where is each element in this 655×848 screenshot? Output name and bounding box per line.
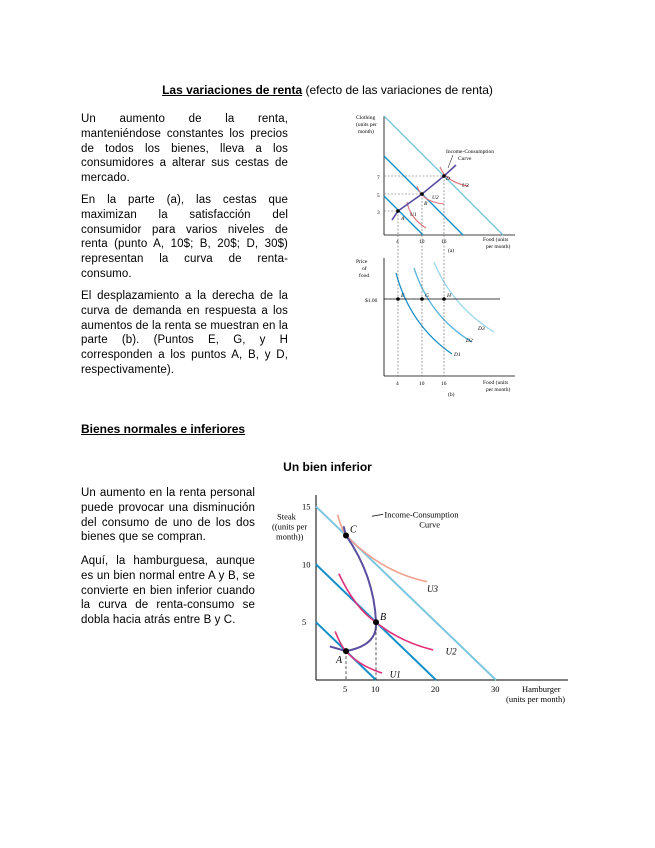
y-tick-15: 15 <box>302 501 311 512</box>
fig-a-curve-pointer <box>448 155 453 168</box>
fig-a-ylabel-3: month) <box>358 129 374 135</box>
fig-b-label-d3: D3 <box>478 326 485 332</box>
section-heading-normal-inferior: Bienes normales e inferiores <box>81 422 246 436</box>
fig-a-ylabel-1: Clothing <box>356 115 376 121</box>
fig-a-xtick-4: 4 <box>396 239 399 245</box>
fig-b-ylabel-1: Price <box>356 259 368 265</box>
label-point-a: A <box>336 655 343 667</box>
point-b <box>373 619 379 625</box>
paragraph-part-a: En la parte (a), las cestas que maximizan la satisfacción del consumidor para varios niveles de renta (punto A, 10$; B, 20$; D, 30$) representan la curva de renta-consumo. <box>81 194 288 280</box>
x-tick-5: 5 <box>343 684 348 694</box>
fig-b-price-label: $1.00 <box>365 298 378 304</box>
label-u1: U1 <box>389 669 401 680</box>
x-tick-10: 10 <box>371 684 380 694</box>
y-label-3: month)) <box>276 531 304 542</box>
paragraph-part-b: El desplazamiento a la derecha de la curva de demanda en respuesta a los aumentos de la renta se muestran en la parte (b). (Puntos E, G, y H corresponden a los puntos A, B, y D, respectivamente). <box>81 290 288 376</box>
fig-a-xtick-16: 16 <box>441 239 447 245</box>
income-consumption-curve <box>330 526 376 651</box>
label-point-c: C <box>350 524 357 536</box>
fig-a-label-u2: U2 <box>432 195 439 201</box>
x-label-2: (units per month) <box>506 694 566 704</box>
fig-a-budget-2 <box>384 156 463 235</box>
fig-a-ytick-5: 5 <box>377 193 380 199</box>
fig-b-label-d1: D1 <box>454 352 461 358</box>
x-label-1: Hamburger <box>522 684 561 694</box>
fig-b-label-g: G <box>425 293 429 299</box>
fig-a-ytick-3: 3 <box>377 210 380 216</box>
section-title-bold: Las variaciones de renta <box>162 83 303 97</box>
point-c <box>343 532 349 538</box>
curve-label-pointer <box>372 514 383 516</box>
point-a <box>343 648 349 654</box>
fig-a-ylabel-2: (units per <box>356 122 377 128</box>
curve-label-2: Curve <box>419 519 440 530</box>
label-u2: U2 <box>445 646 457 657</box>
fig-b-xtick-16: 16 <box>441 381 447 387</box>
fig-b-label-d2: D2 <box>466 338 473 344</box>
fig-a-part-label: (a) <box>448 248 455 254</box>
fig-a-curve-label-2: Curve <box>458 156 472 162</box>
fig-b-ylabel-3: food <box>359 273 370 279</box>
fig-a-label-u3: U3 <box>462 183 469 189</box>
section-title-rest: (efecto de las variaciones de renta) <box>302 83 493 97</box>
figure-income-consumption <box>340 110 530 402</box>
section-title <box>0 83 655 97</box>
fig-b-demand-d1 <box>396 273 452 354</box>
label-u3: U3 <box>427 584 438 595</box>
chart-inferior-good <box>262 490 582 708</box>
fig-a-label-u1: U1 <box>410 212 417 218</box>
x-tick-30: 30 <box>491 684 500 694</box>
y-label-1: Steak <box>277 511 296 522</box>
paragraph-inferior-2: Aquí, la hamburguesa, aunque es un bien normal entre A y B, se convierte en bien inferior cuando la curva de renta-consumo se dobla hacia atrás entre B y C. <box>81 555 255 627</box>
fig-b-xlabel-2: per month) <box>486 387 511 393</box>
paragraph-income-increase: Un aumento de la renta, manteniéndose constantes los precios de todos los bienes, lleva a los consumidores a alterar sus cestas de mercado. <box>81 113 288 185</box>
fig-a-xlabel-2: per month) <box>486 244 511 250</box>
fig-a-label-a: A <box>401 216 405 222</box>
fig-b-ylabel-2: of <box>362 266 367 272</box>
fig-b-label-h: H <box>447 293 451 299</box>
curve-label-1: Income-Consumption <box>384 509 459 520</box>
fig-b-xtick-4: 4 <box>396 381 399 387</box>
fig-b-xlabel-1: Food (units <box>483 380 509 386</box>
x-tick-20: 20 <box>431 684 440 694</box>
fig-b-xtick-10: 10 <box>419 381 425 387</box>
fig-b-part-label: (b) <box>448 392 455 398</box>
fig-b-point-h <box>442 297 446 301</box>
y-label-2: ((units per <box>272 521 308 532</box>
fig-b-point-e <box>396 297 400 301</box>
fig-a-xlabel-1: Food (units <box>483 237 509 243</box>
y-tick-10: 10 <box>302 559 311 570</box>
fig-a-point-b <box>420 192 424 196</box>
fig-a-xtick-10: 10 <box>419 239 425 245</box>
indifference-curve-u1 <box>335 631 382 673</box>
paragraph-inferior-1: Un aumento en la renta personal puede provocar una disminución del consumo de uno de los dos bienes que se compran. <box>81 487 255 544</box>
fig-b-label-e: E <box>401 293 405 299</box>
fig-b-point-g <box>420 297 424 301</box>
budget-line-3 <box>316 507 496 680</box>
fig-a-label-b: B <box>424 201 428 207</box>
fig-a-label-d: D <box>446 176 450 182</box>
fig-a-point-a <box>396 209 400 213</box>
subheading-inferior-good: Un bien inferior <box>283 460 372 474</box>
label-point-b: B <box>380 612 387 624</box>
fig-b-demand-d3 <box>434 262 494 332</box>
y-tick-5: 5 <box>302 617 307 628</box>
fig-a-curve-label-1: Income-Consumption <box>446 149 494 155</box>
fig-a-ytick-7: 7 <box>377 175 380 181</box>
